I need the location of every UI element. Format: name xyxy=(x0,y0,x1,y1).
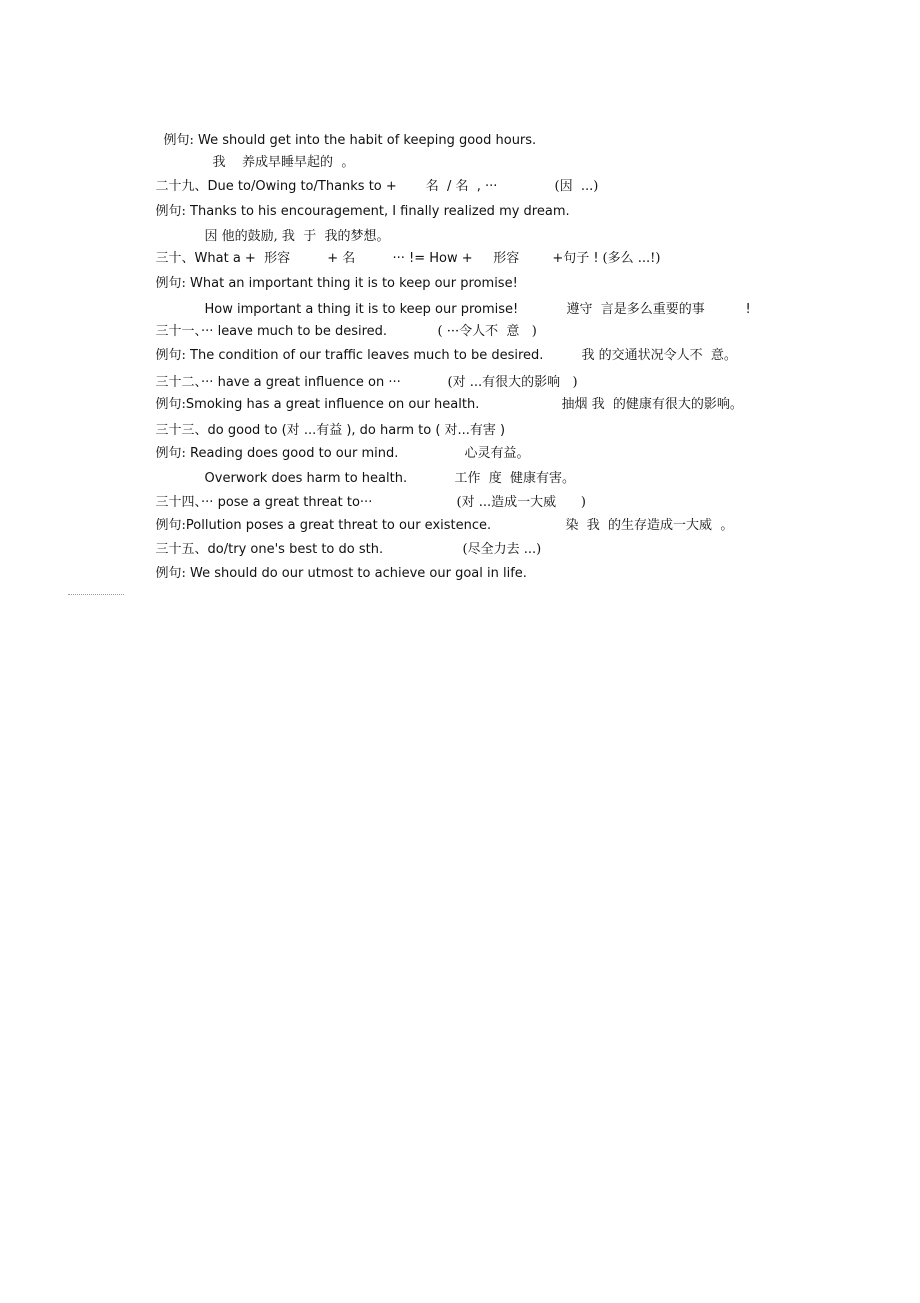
pattern-text: What a + 形容 + 名 ··· != How + 形容 +句子 ! xyxy=(194,251,599,266)
example-label: 例句: xyxy=(155,348,191,363)
example-english: We should do our utmost to achieve our goal in life. xyxy=(190,566,527,581)
pattern-text: ··· have a great influence on ··· xyxy=(201,375,401,390)
pattern-text: Due to/Owing to/Thanks to + 名 / 名 , ··· xyxy=(207,179,498,194)
pattern-number: 三十三、 xyxy=(155,423,208,438)
example-english-alt: Overwork does harm to health. xyxy=(204,471,408,486)
pattern-number: 三十五、 xyxy=(155,542,208,557)
pattern-meaning: ( ···令人不 意 ) xyxy=(437,324,537,339)
example-chinese: 因 他的鼓励, 我 于 我的梦想。 xyxy=(204,229,390,244)
example-english: The condition of our traffic leaves much to be desired. xyxy=(190,348,544,363)
example-english: We should get into the habit of keeping good hours. xyxy=(198,133,537,148)
example-english: Pollution poses a great threat to our existence. xyxy=(185,518,492,533)
pattern-meaning: (对 ...有很大的影响 ) xyxy=(447,375,578,390)
pattern-text: do/try one's best to do sth. xyxy=(207,542,384,557)
example-label: 例句: xyxy=(155,397,186,412)
pattern-number: 三十、 xyxy=(155,251,195,266)
example-label: 例句: xyxy=(155,446,191,461)
pattern-text: do good to (对 ...有益 ), do harm to ( 对...有害 ) xyxy=(207,423,506,438)
pattern-number: 三十二、 xyxy=(155,375,202,390)
example-chinese: 我 的交通状况令人不 意。 xyxy=(581,348,737,363)
example-chinese: 染 我 的生存造成一大威 。 xyxy=(565,518,734,533)
example-english: Thanks to his encouragement, I finally realized my dream. xyxy=(190,204,570,219)
example-sentence xyxy=(139,550,527,598)
example-chinese: 抽烟 我 的健康有很大的影响。 xyxy=(561,397,743,412)
pattern-number: 三十四、 xyxy=(155,495,202,510)
example-label: 例句: xyxy=(155,204,191,219)
pattern-text: ··· leave much to be desired. xyxy=(201,324,388,339)
example-chinese: 工作 度 健康有害。 xyxy=(454,471,576,486)
example-label: 例句: xyxy=(155,566,191,581)
example-label: 例句: xyxy=(155,518,186,533)
example-label: 例句: xyxy=(155,276,191,291)
example-english: Smoking has a great influence on our health. xyxy=(185,397,480,412)
example-english-alt: How important a thing it is to keep our promise! xyxy=(204,302,519,317)
pattern-number: 三十一、 xyxy=(155,324,202,339)
example-chinese: 心灵有益。 xyxy=(464,446,530,461)
example-chinese: 遵守 言是多么重要的事 xyxy=(566,302,705,317)
pattern-meaning: (因 ...) xyxy=(554,179,599,194)
example-english: What an important thing it is to keep our promise! xyxy=(190,276,518,291)
example-english: Reading does good to our mind. xyxy=(190,446,399,461)
example-chinese: 我 养成早睡早起的 。 xyxy=(212,155,355,170)
footer-divider xyxy=(68,594,124,595)
pattern-meaning: (对 ...造成一大威 ) xyxy=(456,495,586,510)
pattern-number: 二十九、 xyxy=(155,179,208,194)
pattern-meaning: (尽全力去 ...) xyxy=(462,542,542,557)
example-label: 例句: xyxy=(163,133,199,148)
pattern-text: ··· pose a great threat to··· xyxy=(201,495,373,510)
pattern-meaning: (多么 ...!) xyxy=(602,251,661,266)
exclamation-mark: ! xyxy=(745,302,751,317)
